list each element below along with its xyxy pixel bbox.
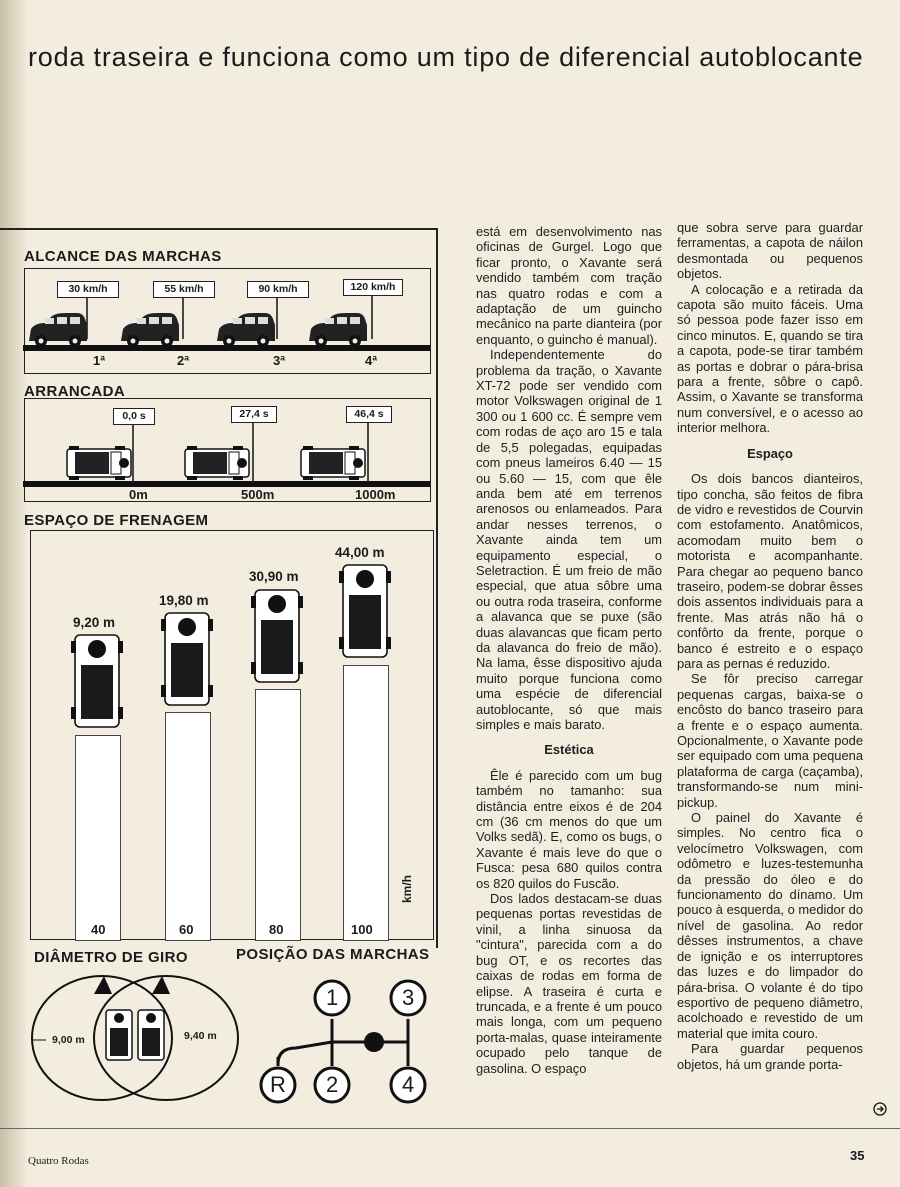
magazine-name: Quatro Rodas <box>28 1155 89 1167</box>
arrancada-time-tag: 0,0 s <box>113 408 155 425</box>
gear-label: 4ª <box>365 353 378 368</box>
arrancada-time-tag: 27,4 s <box>231 406 277 423</box>
frenagem-speed: 100 <box>351 922 373 937</box>
article-column-1 <box>476 224 662 1076</box>
frenagem-speed: 80 <box>269 922 284 937</box>
continue-arrow-icon <box>873 1102 887 1116</box>
paragraph: Os dois bancos dianteiros, tipo concha, são feitos de fibra de vidro e revestidos de Courvin com estofamento. Anatômicos, acomodam muito bem o motorista e acompanhante. Para chegar ao pequeno banco traseiro, podem-se dobrar êsses dois assentos individuais para a frente. Mas atrás não há o confôrto da frente, porque o banco é estreito e o espaço para as pernas é reduzido. <box>677 471 863 671</box>
paragraph: Êle é parecido com um bug também no tamanho: sua distância entre eixos é de 204 cm (36 cm menos do que um Volks sedã). E, como os bugs, o Xavante é mais leve do que o Fusca: pesa 680 quilos contra os 820 quilos do Fuscão. <box>476 767 662 891</box>
distance-label: 500m <box>241 487 275 502</box>
paragraph: Dos lados destacam-se duas pequenas portas revestidas de vinil, a linha sinuosa da "cintura", parecida com a do bug OT, e os recortes das caixas de rodas em forma de elipse. A traseira é curta e truncada, e a frente é um pouco mais longa, com um pequeno porta-malas, quase inteiramente ocupado pelo tanque de gasolina. O espaço <box>476 891 662 1076</box>
alcance-speed-tag: 90 km/h <box>247 281 309 298</box>
alcance-speed-tag: 120 km/h <box>343 279 403 296</box>
paragraph: está em desenvolvimento nas oficinas de Gurgel. Logo que ficar pronto, o Xavante será vendido também com tração nas quatro rodas e com a adaptação de um guincho mecânico na parte dianteira (por enquanto, o guincho é manual). <box>476 224 662 347</box>
subheading: Estética <box>544 742 594 758</box>
gear-label: 2ª <box>177 353 190 368</box>
gear-position: 2 <box>326 1072 339 1097</box>
subheading: Espaço <box>747 445 793 461</box>
footer-rule <box>0 1128 900 1129</box>
alcance-title: ALCANCE DAS MARCHAS <box>24 248 222 265</box>
arrancada-panel <box>24 398 431 502</box>
posicao-title: POSIÇÃO DAS MARCHAS <box>236 946 430 963</box>
gear-position: 3 <box>402 985 415 1010</box>
gear-position: 1 <box>326 985 339 1010</box>
alcance-speed-tag: 55 km/h <box>153 281 215 298</box>
frenagem-value: 30,90 m <box>249 569 299 584</box>
frenagem-speed: 60 <box>179 922 194 937</box>
paragraph: A colocação e a retirada da capota são muito fáceis. Uma só pessoa pode fazer isso em cinco minutos. E, quando se tira a capota, pode-se tirar também as portas e dobrar o pára-brisa para a frente, sôbre o capô. Assim, o Xavante se transforma num conversível, e o acesso ao interior melhora. <box>677 281 863 436</box>
article-column-2 <box>677 220 863 1072</box>
frenagem-panel <box>30 530 434 940</box>
distance-label: 1000m <box>355 487 396 502</box>
page-number: 35 <box>850 1148 865 1163</box>
gear-position: 4 <box>402 1072 415 1097</box>
frenagem-unit: km/h <box>400 874 414 903</box>
arrancada-title: ARRANCADA <box>24 383 126 400</box>
paragraph: Independentemente do problema da tração, o Xavante XT-72 pode ser vendido com motor Volkswagen original de 1 300 ou 1 600 cc. É sempre vem com rodas de aço aro 15 e tala de 5,5 polegadas, equipadas com pneus lameiros 6.40 — 15 ou 5.60 — 15, com que êle anda bem até em terrenos arenosos ou enlameados. Para andar nesses terrenos, o Xavante ainda tem um equipamento especial, o Seletraction. É um freio de mão especial, que atua sôbre uma ou outra roda traseira, conforme a alavanca que se puxe (são duas alavancas que ficam perto da alavanca do freio de mão). Na lama, êsse dispositivo ajuda muito porque funciona como uma espécie de diferencial autoblocante, só que mais simples e mais barato. <box>476 347 662 732</box>
distance-label: 0m <box>129 487 148 502</box>
page-fold-shadow <box>0 0 26 1187</box>
gear-position: R <box>270 1072 286 1097</box>
giro-title: DIÂMETRO DE GIRO <box>34 949 188 966</box>
frenagem-title: ESPAÇO DE FRENAGEM <box>24 512 209 529</box>
frenagem-cars-graphic <box>31 531 433 939</box>
frenagem-value: 9,20 m <box>73 615 116 630</box>
infographic-right-rule <box>436 228 438 948</box>
giro-right-value: 9,40 m <box>184 1030 217 1042</box>
paragraph: Se fôr preciso carregar pequenas cargas, baixa-se o encôsto do banco traseiro para a frente e o espaço aumenta. Opcionalmente, o Xavante pode ser equipado com uma pequena plataforma de carga (caçamba), transformando-se num mini-pickup. <box>677 671 863 810</box>
paragraph: que sobra serve para guardar ferramentas, a capota de náilon desmontada ou pequenos objetos. <box>677 220 863 282</box>
frenagem-value: 19,80 m <box>159 593 209 608</box>
giro-left-value: 9,00 m <box>52 1034 85 1046</box>
frenagem-value: 44,00 m <box>335 545 385 560</box>
paragraph: Para guardar pequenos objetos, há um grande porta- <box>677 1041 863 1072</box>
alcance-road <box>23 345 430 351</box>
frenagem-speed: 40 <box>91 922 106 937</box>
infographic-top-rule <box>0 228 438 230</box>
gear-label: 1ª <box>93 353 106 368</box>
headline: roda traseira e funciona como um tipo de diferencial autoblocante <box>28 42 864 72</box>
paragraph: O painel do Xavante é simples. No centro fica o velocímetro Volkswagen, com odômetro e luzes-testemunha da pressão do óleo e do funcionamento do dínamo. Um pouco à esquerda, o medidor do nível de gasolina. Ao redor dêsses instrumentos, a chave de ignição e os interruptores das luzes e do limpador do pára-brisa. O volante é do tipo esportivo de pequeno diâmetro, acolchoado e revestido de um material que imita couro. <box>677 810 863 1041</box>
gear-label: 3ª <box>273 353 286 368</box>
alcance-speed-tag: 30 km/h <box>57 281 119 298</box>
arrancada-time-tag: 46,4 s <box>346 406 392 423</box>
alcance-panel <box>24 268 431 374</box>
